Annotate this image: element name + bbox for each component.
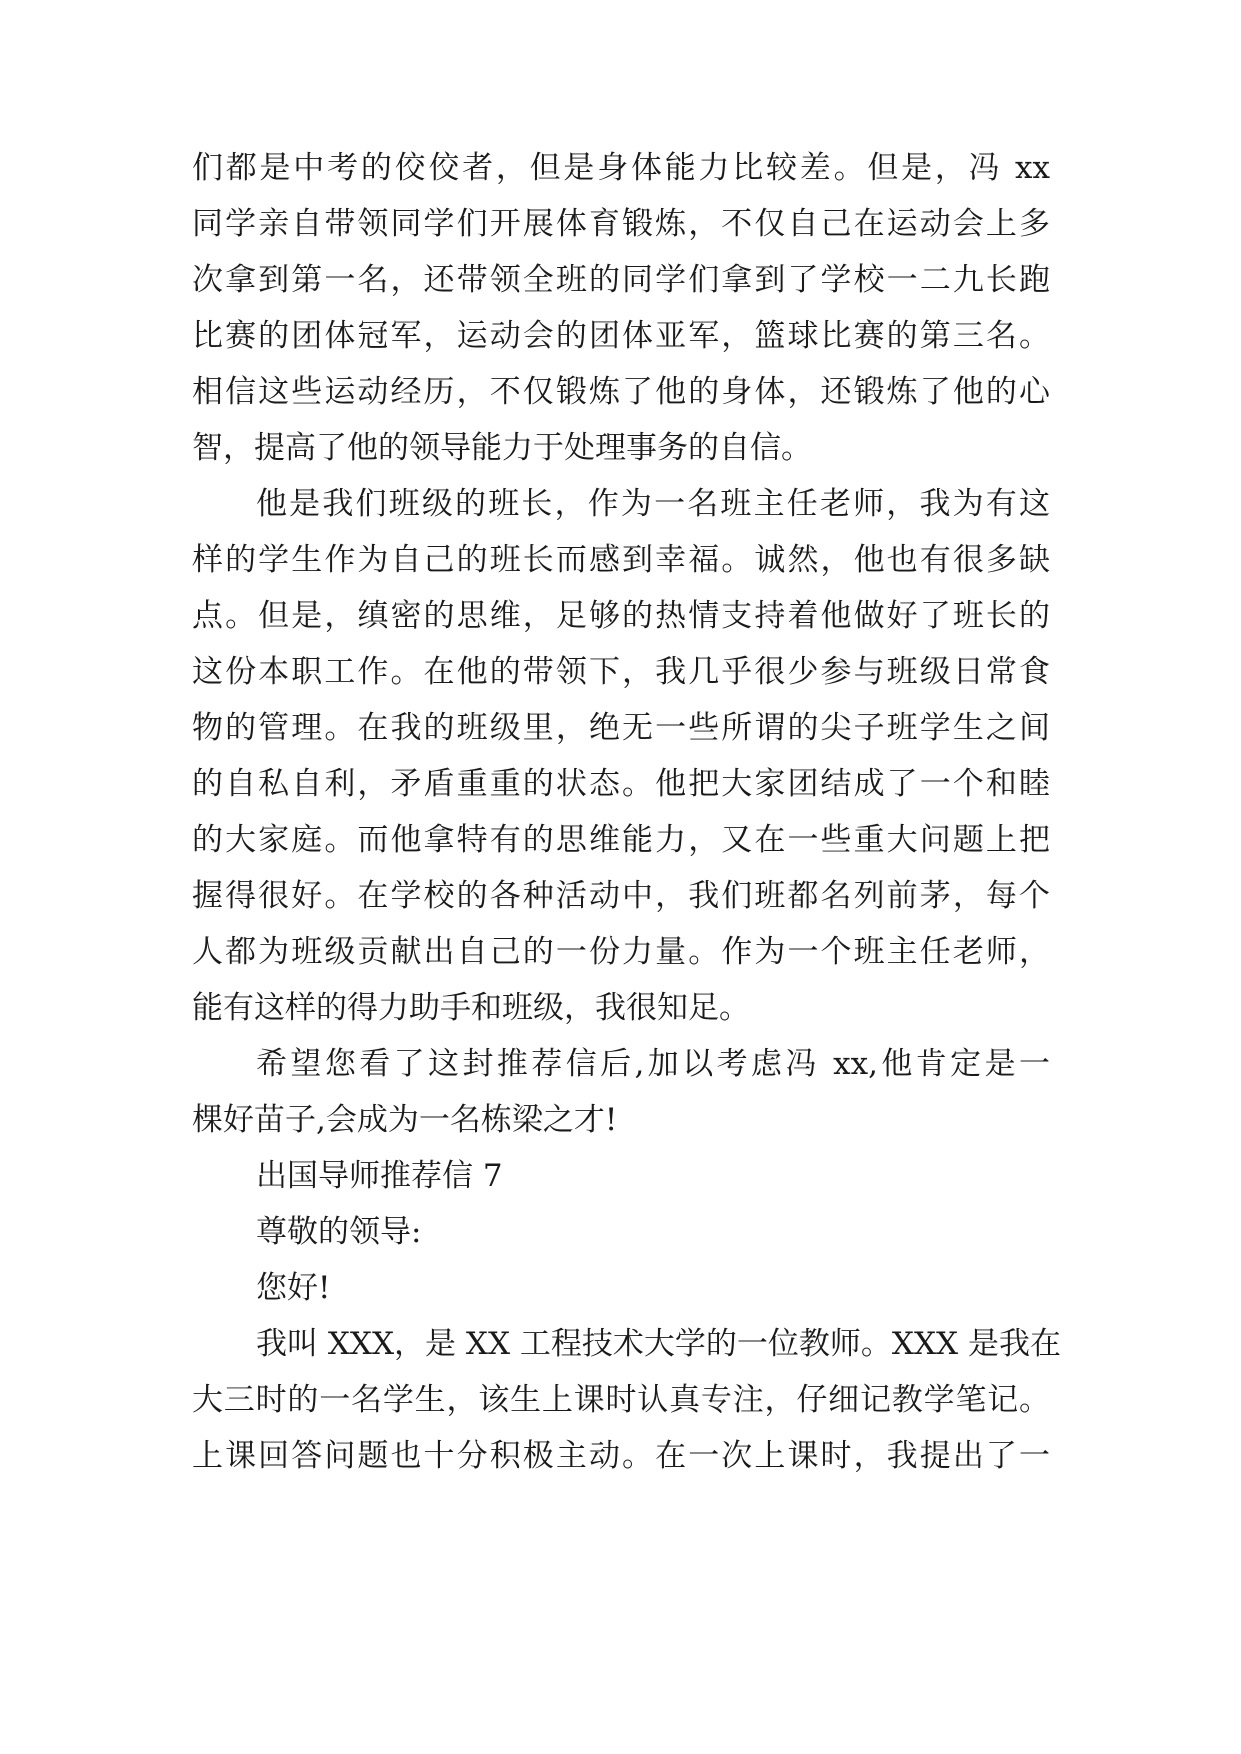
paragraph-line: 棵好苗子,会成为一名栋梁之才! — [192, 1102, 618, 1138]
paragraph-line: 同学亲自带领同学们开展体育锻炼，不仅自己在运动会上多 — [192, 206, 1050, 242]
paragraph-line: 人都为班级贡献出自己的一份力量。作为一个班主任老师， — [192, 934, 1050, 970]
paragraph-line: 点。但是，缜密的思维，足够的热情支持着他做好了班长的 — [192, 598, 1050, 634]
salutation: 尊敬的领导: — [256, 1214, 422, 1250]
paragraph-line: 我叫 XXX，是 XX 工程技术大学的一位教师。XXX 是我在 — [256, 1326, 1061, 1362]
paragraph-line: 样的学生作为自己的班长而感到幸福。诚然，他也有很多缺 — [192, 542, 1050, 578]
paragraph-line: 们都是中考的佼佼者，但是身体能力比较差。但是，冯 xx — [192, 150, 1050, 186]
paragraph-line: 这份本职工作。在他的带领下，我几乎很少参与班级日常食 — [192, 654, 1050, 690]
paragraph-line: 上课回答问题也十分积极主动。在一次上课时，我提出了一 — [192, 1438, 1050, 1474]
greeting: 您好! — [256, 1270, 331, 1306]
paragraph-line: 能有这样的得力助手和班级，我很知足。 — [192, 990, 750, 1026]
paragraph-line: 的大家庭。而他拿特有的思维能力，又在一些重大问题上把 — [192, 822, 1050, 858]
paragraph-line: 握得很好。在学校的各种活动中，我们班都名列前茅，每个 — [192, 878, 1050, 914]
paragraph-line: 次拿到第一名，还带领全班的同学们拿到了学校一二九长跑 — [192, 262, 1050, 298]
paragraph-line: 智，提高了他的领导能力于处理事务的自信。 — [192, 430, 812, 466]
paragraph-line: 物的管理。在我的班级里，绝无一些所谓的尖子班学生之间 — [192, 710, 1050, 746]
paragraph-line: 他是我们班级的班长，作为一名班主任老师，我为有这 — [256, 486, 1050, 522]
paragraph-line: 相信这些运动经历，不仅锻炼了他的身体，还锻炼了他的心 — [192, 374, 1050, 410]
paragraph-line: 希望您看了这封推荐信后,加以考虑冯 xx,他肯定是一 — [256, 1046, 1050, 1082]
paragraph-line: 的自私自利，矛盾重重的状态。他把大家团结成了一个和睦 — [192, 766, 1050, 802]
letter-heading: 出国导师推荐信 7 — [256, 1158, 503, 1194]
paragraph-line: 大三时的一名学生，该生上课时认真专注，仔细记教学笔记。 — [192, 1382, 1050, 1418]
paragraph-line: 比赛的团体冠军，运动会的团体亚军，篮球比赛的第三名。 — [192, 318, 1050, 354]
